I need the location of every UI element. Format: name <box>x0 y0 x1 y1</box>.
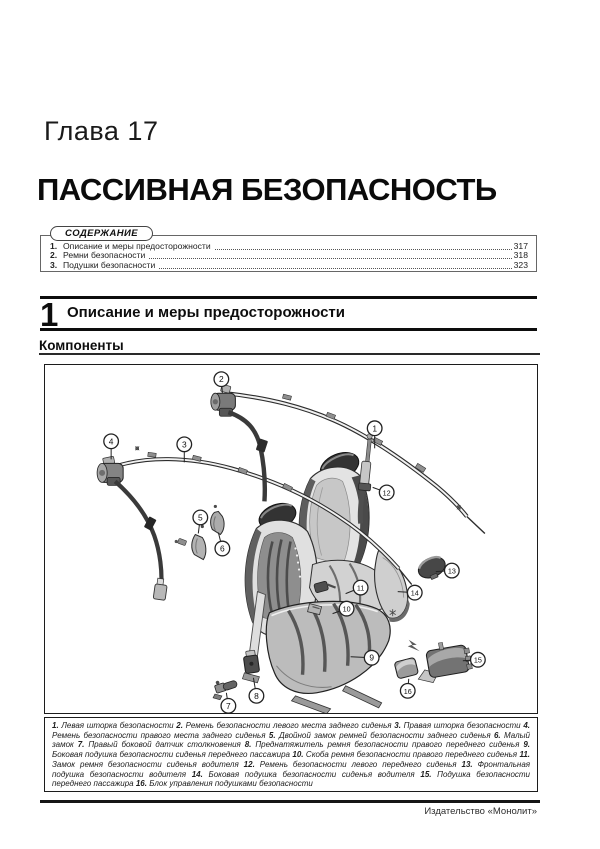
caption-item-number: 8. <box>244 740 256 750</box>
bolt-icon <box>135 446 139 450</box>
svg-text:7: 7 <box>226 700 231 711</box>
caption-item-text: Ремень безопасности правого места заднего сиденья <box>52 730 269 740</box>
spark-icon <box>408 640 420 652</box>
svg-text:15: 15 <box>473 655 482 665</box>
callout-7 <box>221 693 236 713</box>
section-title: Описание и меры предосторожности <box>67 304 345 321</box>
side-impact-sensor <box>208 675 240 701</box>
caption-item-number: 11. <box>519 750 531 760</box>
passenger-side-airbag-cushion <box>266 601 390 693</box>
figure-caption <box>44 717 538 792</box>
svg-text:12: 12 <box>382 488 391 498</box>
caption-item-text: Боковая подушка безопасности сиденья водителя <box>208 769 421 779</box>
footer-rule <box>40 800 540 803</box>
caption-item-text: Малый замок <box>52 730 530 750</box>
components-figure <box>44 364 538 714</box>
rear-right-belt-strap <box>115 481 167 600</box>
svg-text:16: 16 <box>403 686 412 696</box>
toc-tab-label: СОДЕРЖАНИЕ <box>50 226 153 241</box>
svg-text:1: 1 <box>372 423 378 434</box>
callout-16 <box>400 679 415 698</box>
section-number: 1 <box>40 296 59 333</box>
caption-item-number: 9. <box>523 740 530 750</box>
toc-row: 3. Подушки безопасности 323 <box>50 259 528 270</box>
caption-item-number: 16. <box>135 779 150 789</box>
callout-4 <box>104 434 119 459</box>
rear-right-belt-retractor <box>97 456 123 485</box>
caption-item-text: Подушка безопасности переднего пассажира <box>52 769 531 789</box>
components-diagram <box>45 365 537 713</box>
svg-text:5: 5 <box>197 512 203 523</box>
airbag-control-unit <box>394 657 419 679</box>
toc-row: 2. Ремни безопасности 318 <box>50 250 528 261</box>
caption-item-number: 6. <box>493 730 505 740</box>
svg-text:8: 8 <box>254 690 259 701</box>
caption-item-text: Блок управления подушками безопасности <box>149 779 313 789</box>
callout-5 <box>193 510 208 533</box>
caption-item-number: 1. <box>52 721 62 730</box>
caption-item-number: 15. <box>420 769 438 779</box>
toc-box <box>40 228 537 272</box>
toc-row: 1. Описание и меры предосторожности 317 <box>50 241 528 251</box>
toc-list <box>50 242 528 270</box>
svg-text:13: 13 <box>447 566 456 576</box>
caption-item-number: 10. <box>292 750 306 760</box>
subsection-title: Компоненты <box>39 338 124 353</box>
caption-item-text: Фронтальная подушка безопасности водителя <box>52 759 531 779</box>
svg-text:3: 3 <box>181 439 187 450</box>
svg-text:9: 9 <box>369 652 375 663</box>
caption-item-number: 12. <box>243 759 260 769</box>
caption-item-number: 5. <box>268 730 279 740</box>
page-title: ПАССИВНАЯ БЕЗОПАСНОСТЬ <box>37 172 497 207</box>
svg-text:2: 2 <box>219 374 224 385</box>
svg-text:14: 14 <box>410 588 419 598</box>
caption-item-text: Левая шторка безопасности <box>61 721 177 730</box>
svg-text:11: 11 <box>356 583 365 593</box>
caption-item-number: 7. <box>77 740 89 750</box>
bolt-icon <box>457 505 461 509</box>
caption-item-text: Боковая подушка безопасности сиденья переднего пассажира <box>52 750 293 760</box>
svg-text:6: 6 <box>220 543 225 554</box>
caption-item-number: 13. <box>461 759 478 769</box>
caption-item-number: 3. <box>394 721 404 730</box>
chapter-label: Глава 17 <box>44 116 159 146</box>
caption-item-number: 14. <box>191 769 209 779</box>
driver-frontal-airbag <box>415 553 449 583</box>
passenger-airbag-module <box>413 638 474 685</box>
caption-item-number: 2. <box>176 721 186 730</box>
callout-12 <box>373 485 394 500</box>
publisher-footer: Издательство «Монолит» <box>424 806 537 817</box>
caption-item-text: Ремень безопасности левого переднего сиденья <box>259 759 462 769</box>
caption-item-text: Замок ремня безопасности сиденья водителя <box>52 759 244 769</box>
caption-item-text: Правый боковой датчик столкновения <box>88 740 245 750</box>
caption-item-text: Ремень безопасности левого места заднего сиденья <box>185 721 395 730</box>
svg-text:10: 10 <box>342 604 351 614</box>
rear-left-belt-strap <box>228 412 264 501</box>
callout-6 <box>215 532 230 555</box>
caption-item-number: 4. <box>523 721 530 730</box>
section-header <box>40 296 537 331</box>
caption-item-text: Преднатяжитель ремня безопасности правого переднего сиденья <box>255 740 524 750</box>
caption-item-text: Правая шторка безопасности <box>403 721 524 730</box>
subsection-rule <box>39 353 540 355</box>
rear-belt-double-lock <box>175 534 206 559</box>
caption-item-text: Скоба ремня безопасности правого переднего сиденья <box>305 750 520 760</box>
svg-text:4: 4 <box>108 436 114 447</box>
caption-item-text: Двойной замок ремней безопасности заднего сиденья <box>278 730 494 740</box>
